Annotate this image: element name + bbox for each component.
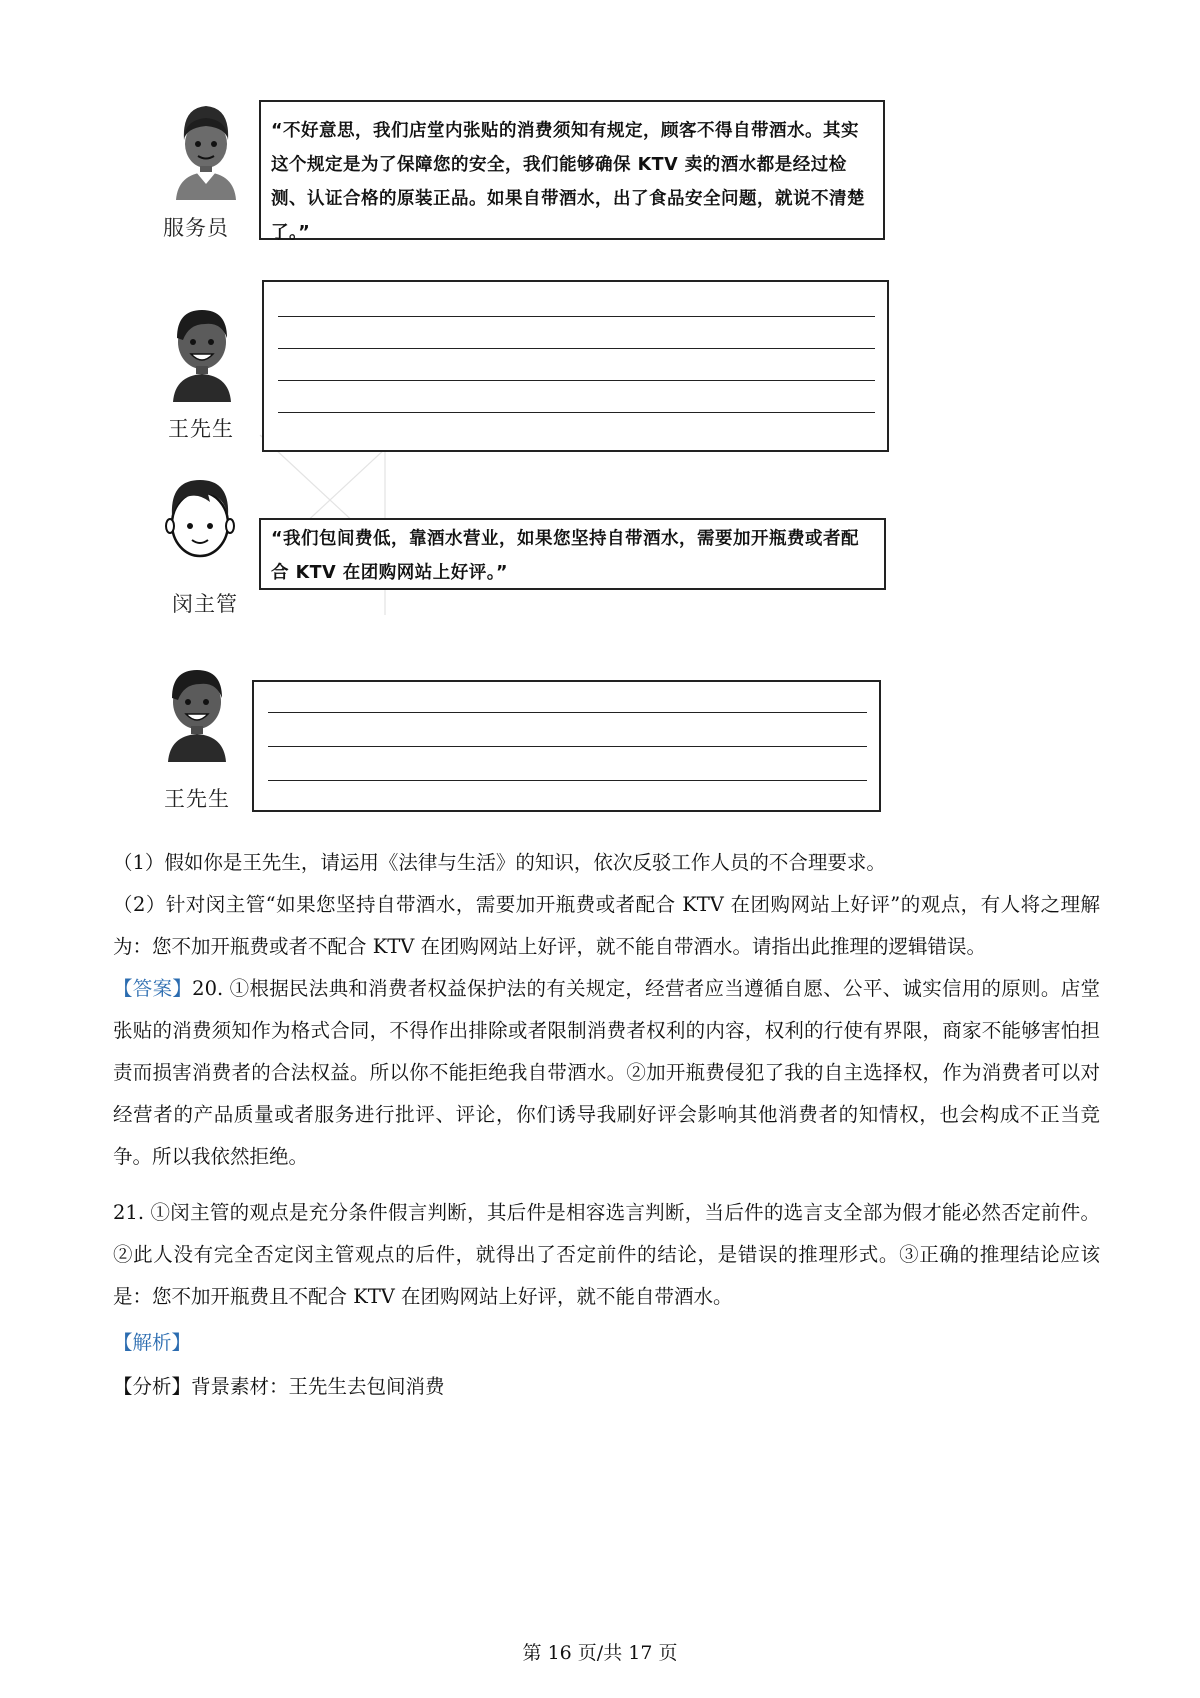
mr-wang-label-1: 王先生 [168, 417, 234, 441]
answer-21: 21. ①闵主管的观点是充分条件假言判断，其后件是相容选言判断，当后件的选言支全部为假才能必然否定前件。②此人没有完全否定闵主管观点的后件，就得出了否定前件的结论，是错误的推理形式。③正确的推理结论应该是：您不加开瓶费且不配合 KTV 在团购网站上好评，就不能自带酒水。 [113, 1201, 1100, 1308]
supervisor-speech-box [259, 518, 886, 590]
mr-wang-answer-box-2 [252, 680, 881, 812]
answer-20-text: 20. ①根据民法典和消费者权益保护法的有关规定，经营者应当遵循自愿、公平、诚实信用的原则。店堂张贴的消费须知作为格式合同，不得作出排除或者限制消费者权利的内容，权利的行使有界限，商家不能够害怕担责而损害消费者的合法权益。所以你不能拒绝我自带酒水。②加开瓶费侵犯了我的自主选择权，作为消费者可以对经营者的产品质量或者服务进行批评、评论，你们诱导我刷好评会影响其他消费者的知情权，也会构成不正当竞争。所以我依然拒绝。 [113, 977, 1100, 1168]
answer-tag: 【答案】 [113, 977, 193, 1000]
answer-line [268, 780, 867, 781]
analysis-tag [113, 1322, 1100, 1364]
answer-line [268, 712, 867, 713]
page-number-footer: 第 16 页/共 17 页 [522, 1642, 678, 1664]
answer-line [278, 348, 875, 349]
waiter-speech-text: “不好意思，我们店堂内张贴的消费须知有规定，顾客不得自带酒水。其实这个规定是为了保障您的安全，我们能够确保 KTV 卖的酒水都是经过检测、认证合格的原装正品。如果自带酒水，出了食品安全问题，就说不清楚了。” [271, 121, 865, 243]
question-2: （2）针对闵主管“如果您坚持自带酒水，需要加开瓶费或者配合 KTV 在团购网站上好评”的观点，有人将之理解为：您不加开瓶费或者不配合 KTV 在团购网站上好评，就不能自带酒水。请指出此推理的逻辑错误。 [113, 893, 1100, 958]
answer-20 [113, 968, 1100, 1178]
answer-line [278, 380, 875, 381]
analysis-line: 【分析】背景素材：王先生去包间消费 [113, 1375, 445, 1398]
mr-wang-avatar-1 [165, 300, 239, 402]
waiter-label: 服务员 [163, 216, 229, 240]
supervisor-avatar [160, 472, 240, 572]
supervisor-speech-text: “我们包间费低，靠酒水营业，如果您坚持自带酒水，需要加开瓶费或者配合 KTV 在团购网站上好评。” [271, 529, 859, 583]
answer-line [268, 746, 867, 747]
answer-line [278, 412, 875, 413]
supervisor-label: 闵主管 [172, 592, 238, 616]
answer-line [278, 316, 875, 317]
mr-wang-avatar-2 [160, 660, 234, 762]
analysis-tag-text: 【解析】 [113, 1331, 192, 1354]
mr-wang-answer-box-1 [262, 280, 889, 452]
waiter-speech-box [259, 100, 885, 243]
waiter-avatar [170, 100, 240, 200]
mr-wang-label-2: 王先生 [164, 787, 230, 811]
question-1: （1）假如你是王先生，请运用《法律与生活》的知识，依次反驳工作人员的不合理要求。 [113, 851, 886, 874]
